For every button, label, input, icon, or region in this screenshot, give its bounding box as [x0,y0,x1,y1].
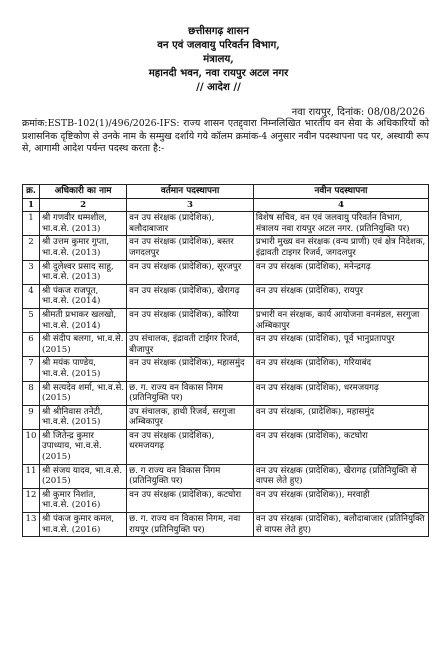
officer-name-cell: श्री पंकज राजपूत, भा.व.से. (2014) [39,284,126,308]
table-row [23,212,429,236]
col-number-2: 2 [39,198,126,212]
table-header-row [23,185,429,199]
table-row [23,284,429,308]
serial-cell: 3 [23,260,40,284]
col-number-1: 1 [23,198,40,212]
building-address: महानदी भवन, नवा रायपुर अटल नगर [148,67,289,79]
new-posting-cell: प्रभारी मुख्य वन संरक्षक (वन्य प्राणी) एवं क्षेत्र निदेशक, इंद्रावती टाइगर रिजर्व, जगदलपुर [253,236,428,260]
serial-cell: 11 [23,464,40,488]
current-posting-cell: उप संचालक, इंद्रावती टाईगर रिजर्व, बीजापुर [127,333,254,357]
new-posting-cell: वन उप संरक्षक (प्रादेशिक), मनेन्द्रगढ़ [253,260,428,284]
serial-cell: 6 [23,333,40,357]
posting-table [22,184,429,537]
current-posting-cell: वन उप संरक्षक (प्रादेशिक), खैरागढ़ [127,284,254,308]
officer-name-cell: श्री संजय यादव, भा.व.से. (2015) [39,464,126,488]
serial-cell: 13 [23,513,40,537]
table-row [23,405,429,429]
current-posting-cell: वन उप संरक्षक (प्रादेशिक), महासमुंद [127,357,254,381]
col-number-4: 4 [253,198,428,212]
new-posting-cell: वन उप संरक्षक, (प्रादेशिक), महासमुंद [253,405,428,429]
current-posting-cell: छ. ग. राज्य वन विकास निगम (प्रतिनियुक्ति पर) [127,381,254,405]
order-title: // आदेश // [196,81,241,93]
order-intro-paragraph: क्रमांक:ESTB-102(1)/496/2026-IFS: राज्य शासन एतद्द्वारा निम्नलिखित भारतीय वन सेवा के अधिकारियों को प्रशासनिक दृष्टिकोण से उनके नाम के सम्मुख दर्शाये गये कॉलम क्रमांक-4 अनुसार नवीन पदस्थापना पद पर, अस्थायी रूप से, आगामी आदेश पर्यन्त पदस्थ करता है:- [22,118,429,155]
current-posting-cell: उप संचालक, हाथी रिजर्व, सरगुजा अम्बिकापुर [127,405,254,429]
officer-name-cell: श्री उत्तम कुमार गुप्ता, भा.व.से. (2013) [39,236,126,260]
serial-cell: 7 [23,357,40,381]
serial-cell: 4 [23,284,40,308]
officer-name-cell: श्री गणवीर धम्मशील, भा.व.से. (2013) [39,212,126,236]
govt-name: छत्तीसगढ़ शासन [188,25,249,37]
serial-cell: 5 [23,308,40,332]
current-posting-cell: वन उप संरक्षक (प्रादेशिक), बस्तर जगदलपुर [127,236,254,260]
table-row [23,464,429,488]
table-row [23,333,429,357]
ministry-label: मंत्रालय, [203,53,234,65]
table-row [23,357,429,381]
officer-name-cell: श्री कुमार निशांत, भा.व.से. (2016) [39,488,126,512]
officer-name-cell: श्री मयंक पाण्डेय, भा.व.से. (2015) [39,357,126,381]
column-number-row [23,198,429,212]
officer-name-cell: श्री दुलेश्वर प्रसाद साहू, भा.व.से. (2013) [39,260,126,284]
new-posting-cell: प्रभारी वन संरक्षक, कार्य आयोजना वनमंडल, सरगुजा अम्बिकापुर [253,308,428,332]
letterhead [0,0,437,94]
table-row [23,381,429,405]
header-serial: क्र. [23,185,40,199]
current-posting-cell: वन उप संरक्षक (प्रादेशिक), सूरजपुर [127,260,254,284]
table-row [23,260,429,284]
header-current-posting: वर्तमान पदस्थापना [127,185,254,199]
current-posting-cell: छ. ग. राज्य वन विकास निगम, नवा रायपुर (प्रतिनियुक्ति पर) [127,513,254,537]
new-posting-cell: वन उप संरक्षक (प्रादेशिक), कटघोरा [253,429,428,464]
serial-cell: 2 [23,236,40,260]
new-posting-cell: वन उप संरक्षक (प्रादेशिक)), मरवाही [253,488,428,512]
officer-name-cell: श्री संदीप बलगा, भा.व.से. (2015) [39,333,126,357]
col-number-3: 3 [127,198,254,212]
new-posting-cell: वन उप संरक्षक (प्रादेशिक), बलौदाबाजार (प्रतिनियुक्ति से वापस लेते हुए) [253,513,428,537]
header-officer-name: अधिकारी का नाम [39,185,126,199]
serial-cell: 8 [23,381,40,405]
table-row [23,488,429,512]
officer-name-cell: श्रीमती प्रभाकर खलखो, भा.व.से. (2014) [39,308,126,332]
serial-cell: 1 [23,212,40,236]
serial-cell: 9 [23,405,40,429]
new-posting-cell: विशेष सचिव, वन एवं जलवायु परिवर्तन विभाग, मंत्रालय नवा रायपुर अटल नगर. (प्रतिनियुक्ति पर) [253,212,428,236]
officer-name-cell: श्री श्रीनिवास तनेटी, भा.व.से. (2015) [39,405,126,429]
new-posting-cell: वन उप संरक्षक (प्रादेशिक), खैरागढ़ (प्रतिनियुक्ति से वापस लेते हुए) [253,464,428,488]
current-posting-cell: वन उप संरक्षक (प्रादेशिक), कटघोरा [127,488,254,512]
department-name: वन एवं जलवायु परिवर्तन विभाग, [157,39,280,51]
place-date: नवा रायपुर, दिनांक: 08/08/2026 [291,107,425,118]
serial-cell: 10 [23,429,40,464]
current-posting-cell: वन उप संरक्षक (प्रादेशिक), कोरिया [127,308,254,332]
new-posting-cell: वन उप संरक्षक (प्रादेशिक), गरियाबंद [253,357,428,381]
new-posting-cell: वन उप संरक्षक (प्रादेशिक), पूर्व भानुप्रतापपुर [253,333,428,357]
table-row [23,513,429,537]
officer-name-cell: श्री जितेन्द्र कुमार उपाध्याय, भा.व.से. (2015) [39,429,126,464]
table-row [23,429,429,464]
current-posting-cell: वन उप संरक्षक (प्रादेशिक), बलौदाबाजार [127,212,254,236]
officer-name-cell: श्री सत्यदेव शर्मा, भा.व.से. (2015) [39,381,126,405]
current-posting-cell: वन उप संरक्षक (प्रादेशिक), धरमजयगढ़ [127,429,254,464]
new-posting-cell: वन उप संरक्षक (प्रादेशिक), रायपुर [253,284,428,308]
officer-name-cell: श्री पंकज कुमार कमल, भा.व.से. (2016) [39,513,126,537]
table-row [23,308,429,332]
serial-cell: 12 [23,488,40,512]
header-new-posting: नवीन पदस्थापना [253,185,428,199]
new-posting-cell: वन उप संरक्षक (प्रादेशिक), धरमजयगढ़ [253,381,428,405]
table-row [23,236,429,260]
current-posting-cell: छ. ग राज्य वन विकास निगम (प्रतिनियुक्ति पर) [127,464,254,488]
